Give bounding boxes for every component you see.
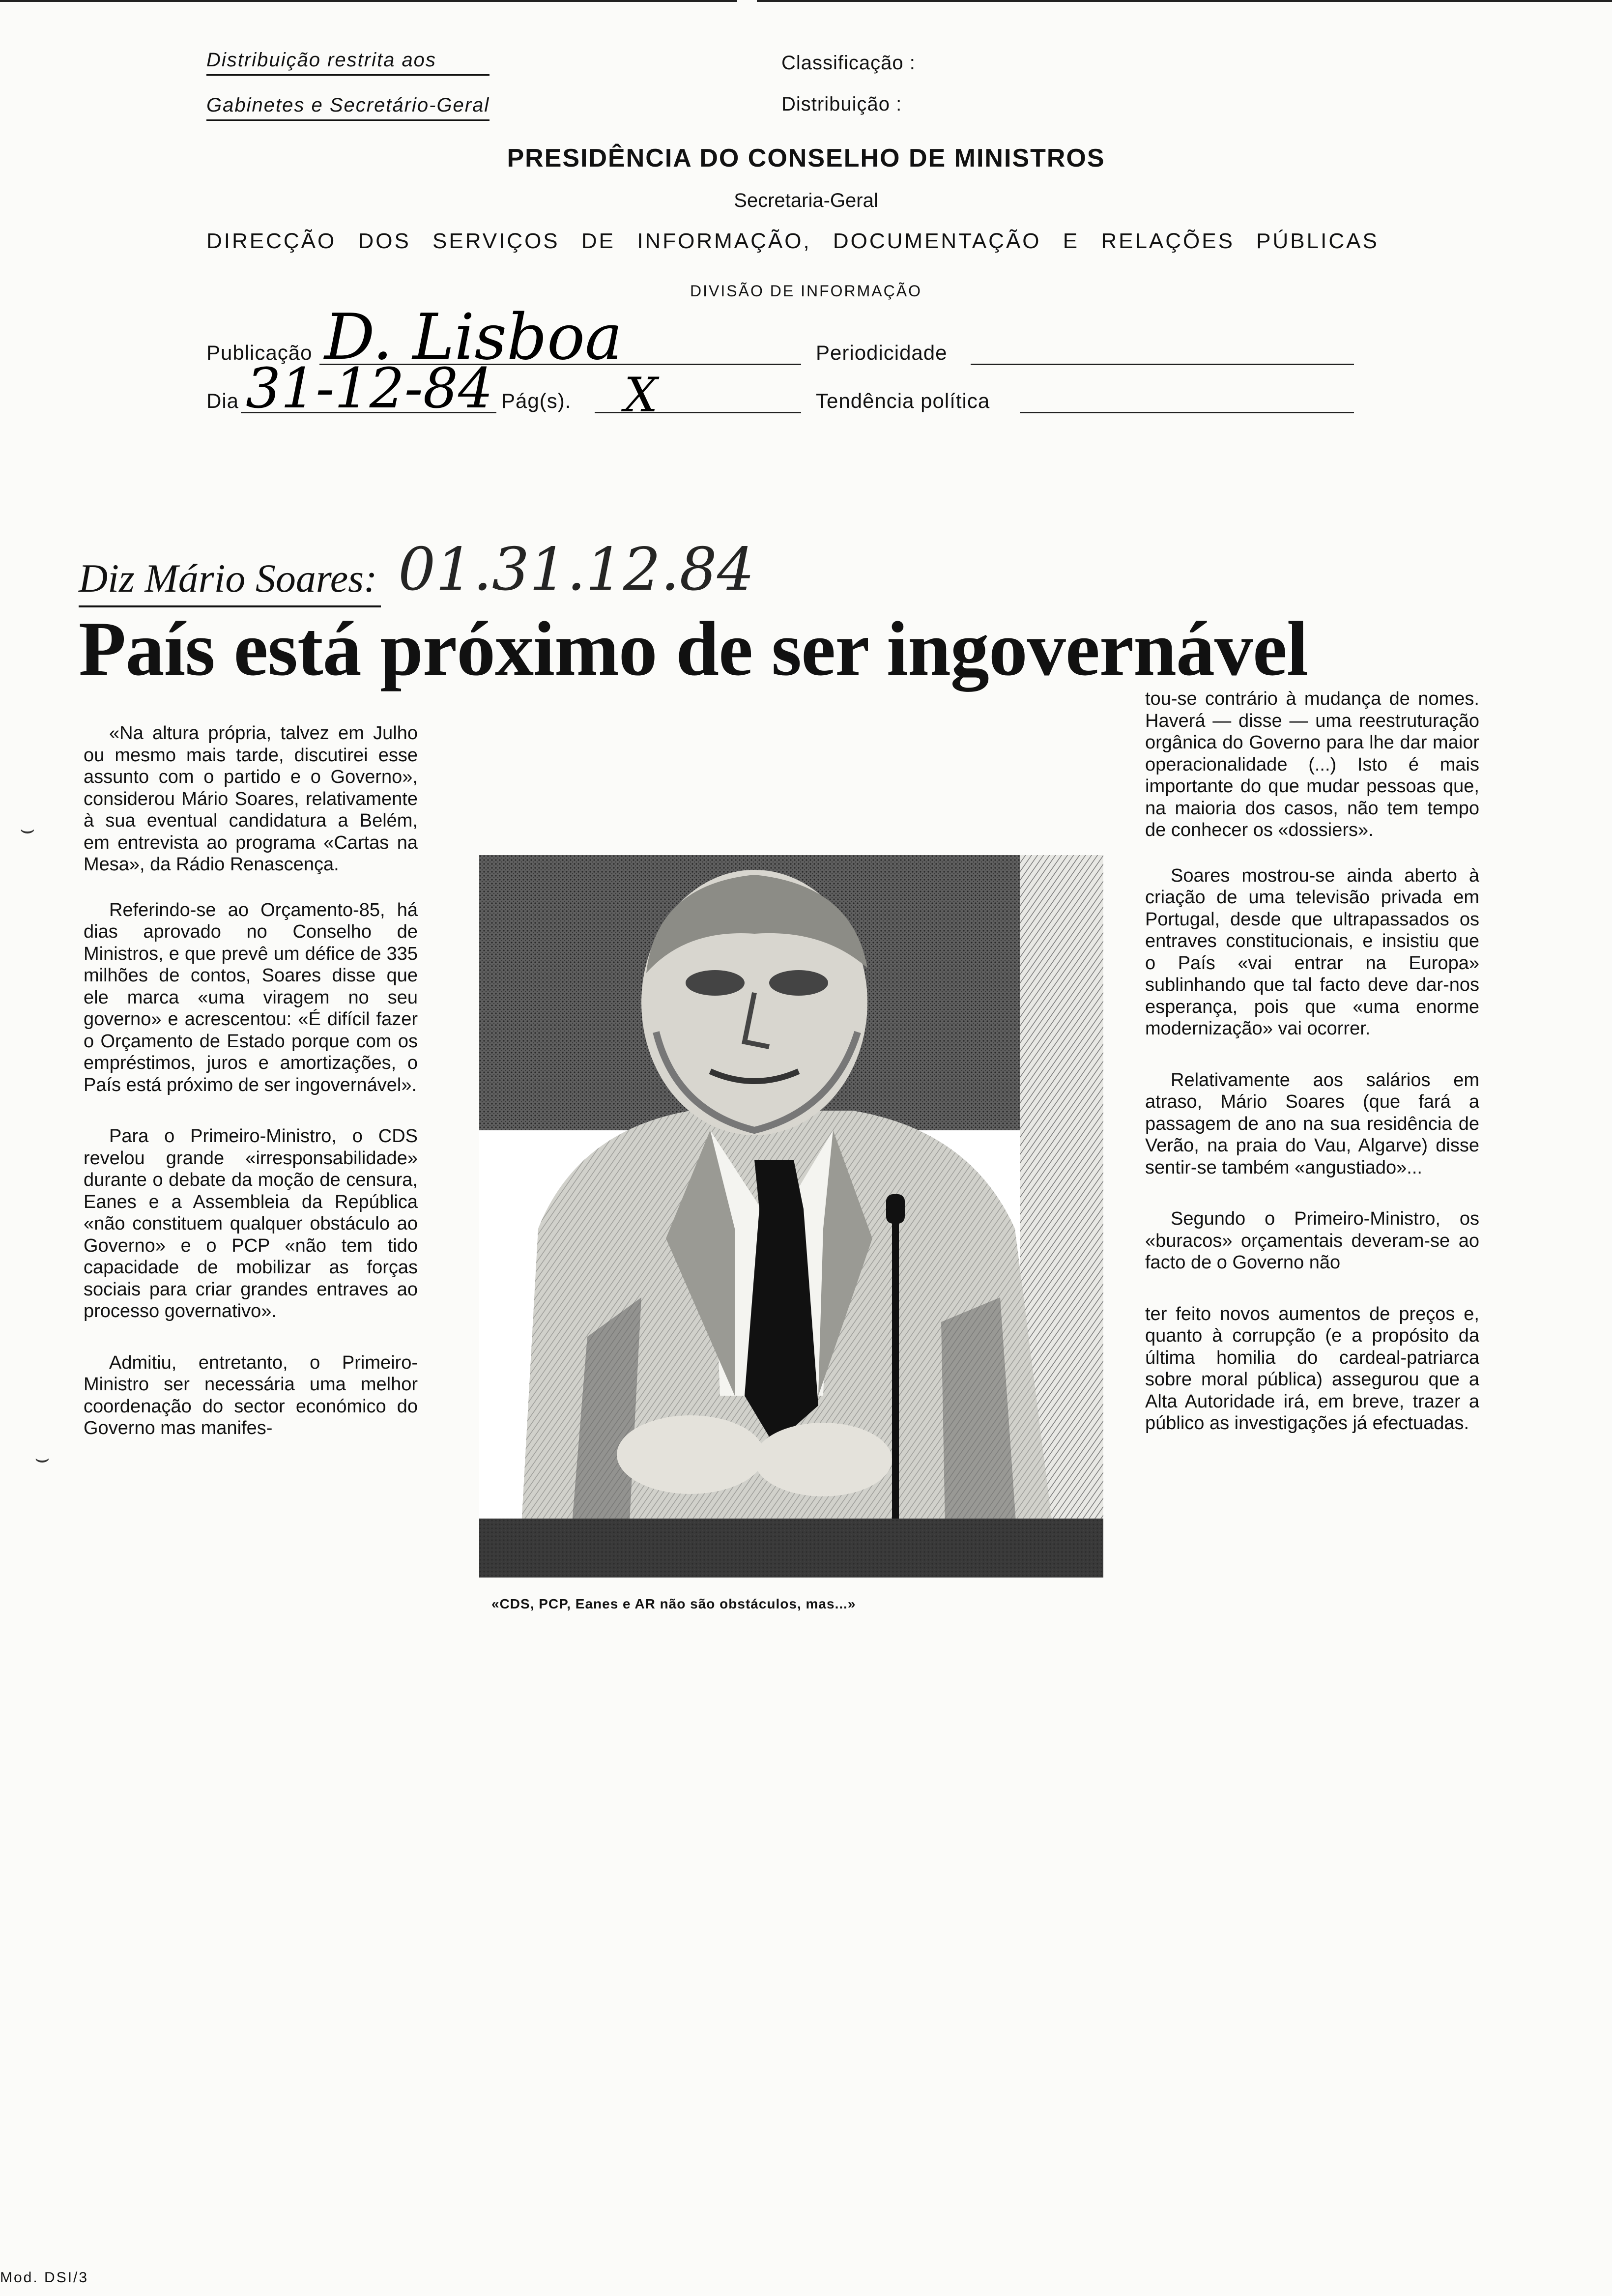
secretaria-geral: Secretaria-Geral	[734, 190, 878, 211]
article-column-2	[1145, 688, 1479, 1458]
paragraph: tou-se contrário à mudança de nomes. Haverá — disse — uma reestruturação orgânica do Governo para lhe dar maior operacionalidade (...) Isto é mais importante do que mudar pessoas que, na maioria dos casos, não tem tempo de conhecer os «dossiers».	[1145, 689, 1479, 840]
tendencia-politica-label: Tendência política	[816, 389, 990, 412]
distribuicao-label: Distribuição :	[781, 93, 902, 115]
restricted-line-1: Distribuição restrita aos	[206, 49, 489, 76]
restricted-distribution-note	[206, 49, 489, 121]
article-kicker: Diz Mário Soares:	[79, 556, 377, 601]
classificacao-label: Classificação :	[781, 52, 916, 74]
article-photo	[479, 855, 1103, 1578]
pags-line	[595, 412, 801, 413]
handwritten-stamp: 01.31.12.84	[398, 536, 755, 604]
form-model-code: Mod. DSI/3	[0, 2269, 89, 2286]
top-border-gap	[737, 0, 757, 3]
tendencia-line	[1020, 412, 1354, 413]
agency-title: PRESIDÊNCIA DO CONSELHO DE MINISTROS	[507, 144, 1105, 172]
photo-caption: «CDS, PCP, Eanes e AR não são obstáculos, mas...»	[491, 1596, 856, 1611]
paragraph: «Na altura própria, talvez em Julho ou mesmo mais tarde, discutirei esse assunto com o partido e o Governo», considerou Mário Soares, relativamente à sua eventual candidatura a Belém, em entrevista ao programa «Cartas na Mesa», da Rádio Renascença.	[84, 723, 418, 875]
pags-label: Pág(s).	[501, 389, 572, 412]
dia-line	[241, 412, 496, 413]
periodicidade-label: Periodicidade	[816, 341, 948, 364]
dia-handwritten: 31-12-84	[246, 357, 493, 421]
paragraph: Para o Primeiro-Ministro, o CDS revelou grande «irresponsabilidade» durante o debate da moção de censura, Eanes e a Assembleia da República «não constituem qualquer obstáculo ao Governo» e o PCP «não tem tido capacidade de mobilizar as forças sociais para criar grandes entraves ao processo governativo».	[84, 1126, 418, 1321]
pags-handwritten: X	[624, 368, 658, 423]
paragraph: Soares mostrou-se ainda aberto à criação de uma televisão privada em Portugal, desde que ultrapassados os entraves constitucionais, e insistiu que o País «vai entrar na Europa» sublinhando que tal facto deve dar-nos esperança, pois que «uma enorme modernização» vai ocorrer.	[1145, 865, 1479, 1039]
paragraph: Admitiu, entretanto, o Primeiro-Ministro ser necessária uma melhor coordenação do sector económico do Governo mas manifes-	[84, 1352, 418, 1438]
divisao-informacao: DIVISÃO DE INFORMAÇÃO	[690, 282, 922, 300]
dia-label: Dia	[206, 389, 239, 412]
restricted-line-2: Gabinetes e Secretário-Geral	[206, 94, 489, 121]
paragraph: Segundo o Primeiro-Ministro, os «buracos» orçamentais deveram-se ao facto de o Governo não	[1145, 1208, 1479, 1273]
margin-mark: ⌣	[34, 1445, 50, 1471]
article-headline: País está próximo de ser ingovernável	[79, 606, 1308, 692]
periodicidade-line	[971, 364, 1354, 365]
paragraph: Referindo-se ao Orçamento-85, há dias aprovado no Conselho de Ministros, e que prevê um défice de 335 milhões de contos, Soares disse que ele marca «uma viragem no seu governo» e acrescentou: «É difícil fazer o Orçamento de Estado porque com os empréstimos, juros e amortizações, o País está próximo de ser ingovernável».	[84, 899, 418, 1095]
article-column-1	[84, 722, 418, 1463]
publicacao-handwritten: D. Lisboa	[324, 301, 623, 374]
paragraph: ter feito novos aumentos de preços e, quanto à corrupção (e a propósito da última homilia do cardeal-patriarca sobre moral pública) assegurou que a Alta Autoridade irá, em breve, trazer a público as investigações já efectuadas.	[1145, 1303, 1479, 1434]
photo-illustration	[479, 855, 1103, 1578]
paragraph: Relativamente aos salários em atraso, Mário Soares (que fará a passagem de ano na sua residência de Verão, na praia do Vau, Algarve) disse sentir-se também «angustiado»...	[1145, 1069, 1479, 1178]
margin-mark: ⌣	[20, 816, 35, 842]
top-border-line	[0, 0, 1612, 2]
publicacao-label: Publicação	[206, 341, 313, 364]
direccao-servicos: DIRECÇÃO DOS SERVIÇOS DE INFORMAÇÃO, DOCUMENTAÇÃO E RELAÇÕES PÚBLICAS	[206, 229, 1379, 253]
